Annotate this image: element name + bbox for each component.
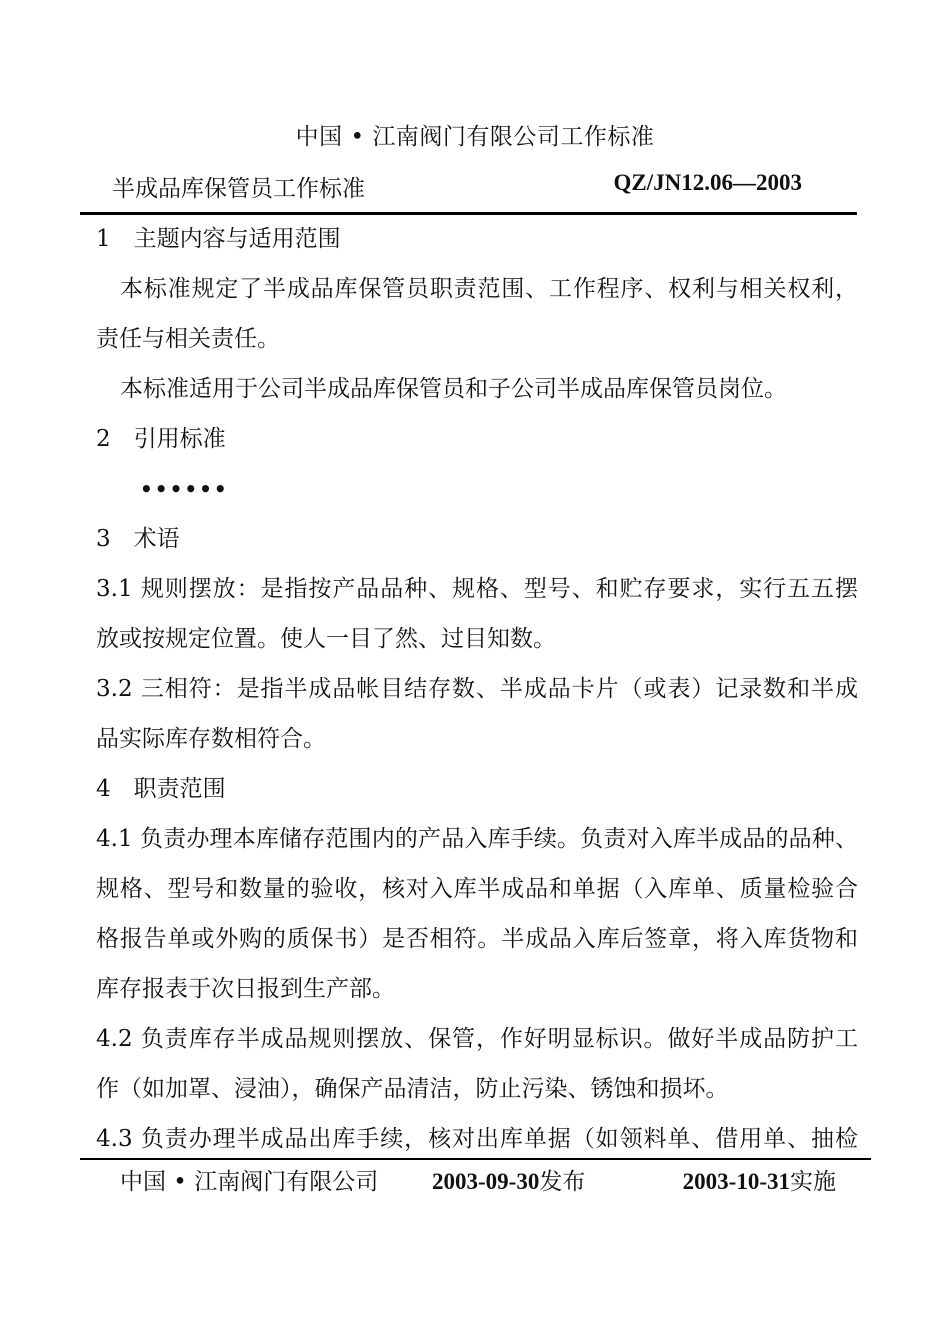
- publish-label: 发布: [539, 1169, 586, 1195]
- footer-effective: [683, 1163, 836, 1196]
- section-4-heading: 4 职责范围: [96, 776, 226, 802]
- document-footer: [120, 1163, 836, 1197]
- clause-4-1-line: 库存报表于次日报到生产部。: [96, 976, 395, 1002]
- section-3-heading: 3 术语: [96, 526, 180, 552]
- publish-date: 2003-09-30: [432, 1169, 540, 1194]
- clause-4-1-line: 格报告单或外购的质保书）是否相符。半成品入库后签章，将入库货物和: [96, 926, 858, 952]
- clause-4-2-line: 4.2 负责库存半成品规则摆放、保管，作好明显标识。做好半成品防护工: [96, 1026, 858, 1052]
- effective-date: 2003-10-31: [682, 1169, 790, 1194]
- clause-4-1-line: 规格、型号和数量的验收，核对入库半成品和单据（入库单、质量检验合: [96, 876, 858, 902]
- clause-3-2-line: 品实际库存数相符合。: [96, 726, 326, 752]
- clause-3-1-line: 3.1 规则摆放：是指按产品品种、规格、型号、和贮存要求，实行五五摆: [96, 576, 858, 602]
- footer-publish: [432, 1163, 585, 1196]
- clause-4-3-line: 4.3 负责办理半成品出库手续，核对出库单据（如领料单、借用单、抽检: [96, 1126, 858, 1152]
- footer-divider: [80, 1158, 871, 1160]
- standard-code: QZ/JN12.06—2003: [613, 170, 802, 195]
- section-1-paragraph-line: 本标准规定了半成品库保管员职责范围、工作程序、权利与相关权利，: [120, 276, 858, 302]
- company-title: 中国 • 江南阀门有限公司工作标准: [295, 124, 655, 150]
- clause-4-1-line: 4.1 负责办理本库储存范围内的产品入库手续。负责对入库半成品的品种、: [96, 826, 858, 852]
- clause-3-2-line: 3.2 三相符：是指半成品帐目结存数、半成品卡片（或表）记录数和半成: [96, 676, 858, 702]
- document-body: [96, 214, 858, 1164]
- clause-3-1-line: 放或按规定位置。使人一目了然、过目知数。: [96, 626, 556, 652]
- section-1-paragraph-line: 本标准适用于公司半成品库保管员和子公司半成品库保管员岗位。: [120, 376, 787, 402]
- section-2-ellipsis: ••••••: [140, 477, 229, 501]
- section-1-paragraph-line: 责任与相关责任。: [96, 326, 280, 352]
- section-2-heading: 2 引用标准: [96, 426, 226, 452]
- standard-header: [112, 170, 802, 202]
- section-1-heading: 1 主题内容与适用范围: [96, 226, 341, 252]
- footer-company: 中国 • 江南阀门有限公司: [120, 1169, 379, 1195]
- clause-4-2-line: 作（如加罩、浸油），确保产品清洁，防止污染、锈蚀和损坏。: [96, 1076, 729, 1102]
- standard-name: 半成品库保管员工作标准: [112, 176, 365, 202]
- effective-label: 实施: [790, 1169, 836, 1195]
